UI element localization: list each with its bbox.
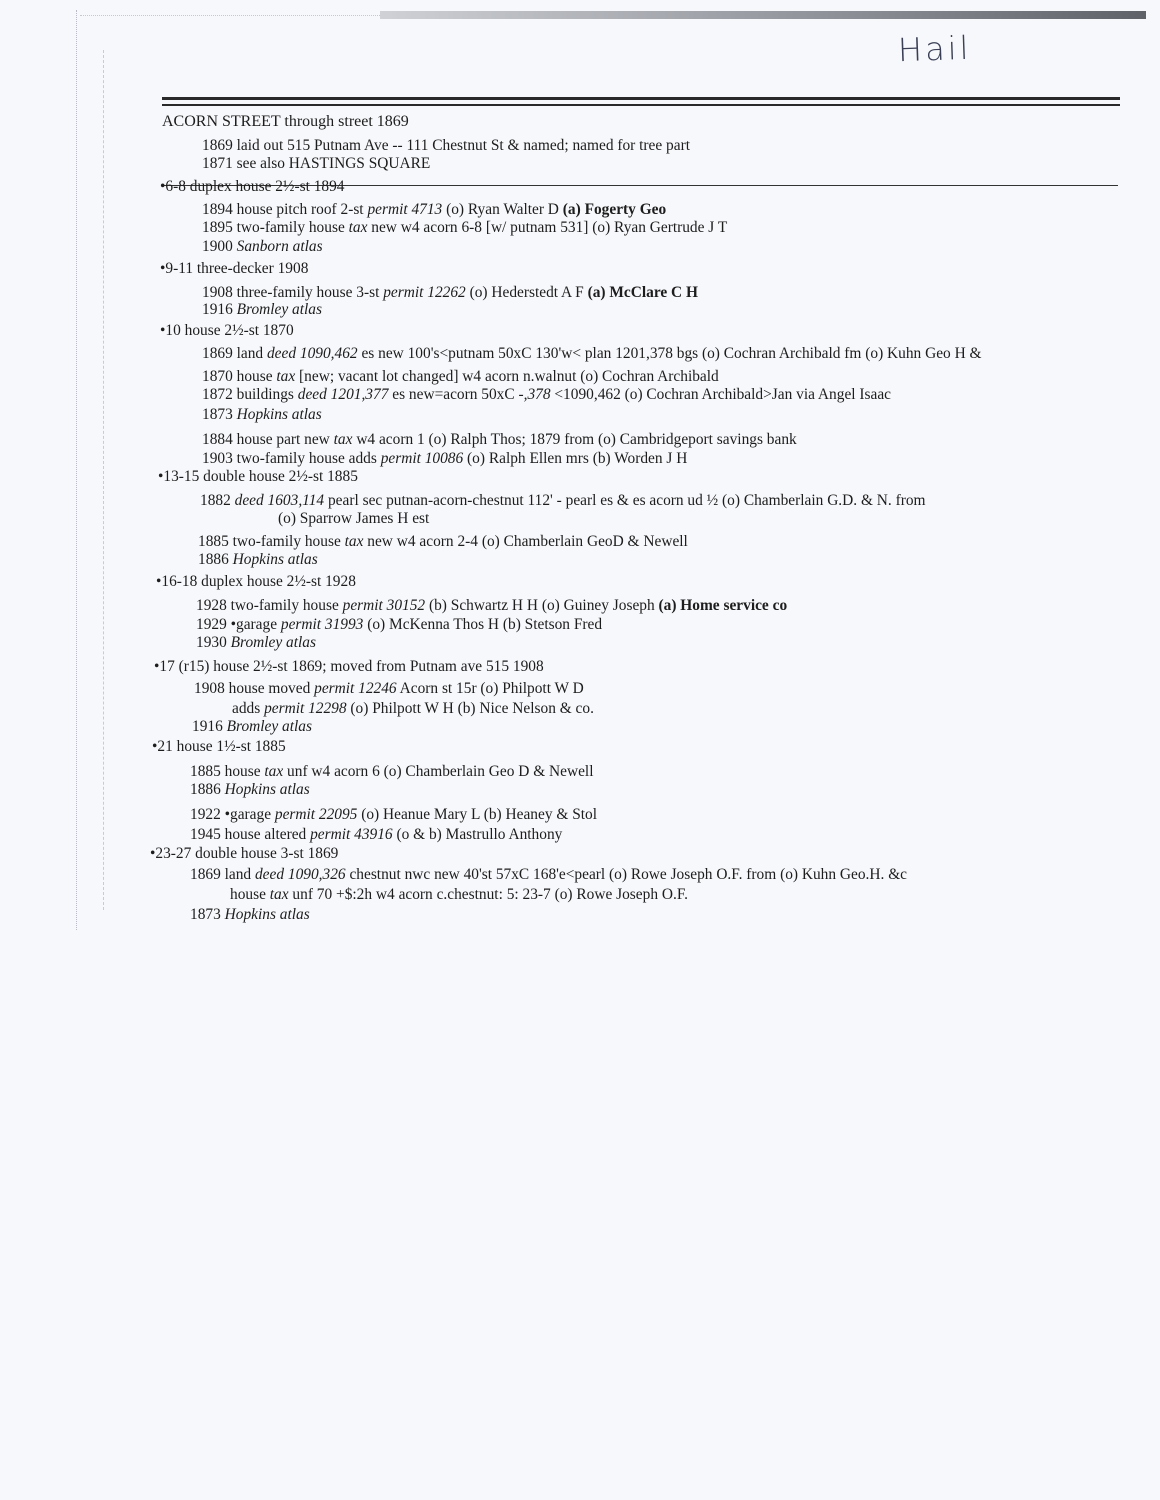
record-line: 1873 Hopkins atlas	[190, 906, 310, 923]
header-rule-top	[162, 97, 1120, 100]
record-line: 1929 •garage permit 31993 (o) McKenna Thos H (b) Stetson Fred	[196, 616, 603, 633]
record-line: 1869 land deed 1090,326 chestnut nwc new 40'st 57xC 168'e<pearl (o) Rowe Joseph O.F. from (o) Kuhn Geo.H. &c	[190, 866, 908, 883]
property-heading: •13-15 double house 2½-st 1885	[158, 468, 358, 485]
record-line: 1885 house tax unf w4 acorn 6 (o) Chamberlain Geo D & Newell	[190, 763, 594, 780]
street-subline: 1869 laid out 515 Putnam Ave -- 111 Chestnut St & named; named for tree part	[202, 137, 690, 154]
scan-edge-bar	[380, 11, 1146, 19]
record-line: 1884 house part new tax w4 acorn 1 (o) Ralph Thos; 1879 from (o) Cambridgeport savings bank	[202, 431, 797, 448]
record-line: 1872 buildings deed 1201,377 es new=acorn 50xC -,378 <1090,462 (o) Cochran Archibald>Jan via Angel Isaac	[202, 386, 892, 403]
property-heading: •6-8 duplex house 2½-st 1894	[160, 178, 345, 195]
record-line: 1903 two-family house adds permit 10086 (o) Ralph Ellen mrs (b) Worden J H	[202, 450, 688, 467]
record-line: 1928 two-family house permit 30152 (b) Schwartz H H (o) Guiney Joseph (a) Home service co	[196, 597, 788, 614]
record-line: house tax unf 70 +$:2h w4 acorn c.chestnut: 5: 23-7 (o) Rowe Joseph O.F.	[230, 886, 688, 903]
record-line: 1916 Bromley atlas	[192, 718, 312, 735]
handwritten-annotation: Hail	[897, 28, 973, 70]
record-line: (o) Sparrow James H est	[278, 510, 430, 527]
record-line: 1886 Hopkins atlas	[190, 781, 310, 798]
record-line: 1908 house moved permit 12246 Acorn st 15r (o) Philpott W D	[194, 680, 584, 697]
property-heading: •17 (r15) house 2½-st 1869; moved from Putnam ave 515 1908	[154, 658, 544, 675]
street-subline: 1871 see also HASTINGS SQUARE	[202, 155, 431, 172]
record-line: 1886 Hopkins atlas	[198, 551, 318, 568]
record-line: 1895 two-family house tax new w4 acorn 6-8 [w/ putnam 531] (o) Ryan Gertrude J T	[202, 219, 728, 236]
record-line: 1922 •garage permit 22095 (o) Heanue Mary L (b) Heaney & Stol	[190, 806, 598, 823]
record-line: 1945 house altered permit 43916 (o & b) Mastrullo Anthony	[190, 826, 563, 843]
record-line: 1930 Bromley atlas	[196, 634, 316, 651]
record-line: 1885 two-family house tax new w4 acorn 2-4 (o) Chamberlain GeoD & Newell	[198, 533, 688, 550]
record-line: adds permit 12298 (o) Philpott W H (b) Nice Nelson & co.	[232, 700, 594, 717]
property-heading: •21 house 1½-st 1885	[152, 738, 286, 755]
record-line: 1894 house pitch roof 2-st permit 4713 (o) Ryan Walter D (a) Fogerty Geo	[202, 201, 667, 218]
record-line: 1916 Bromley atlas	[202, 301, 322, 318]
record-line: 1870 house tax [new; vacant lot changed] w4 acorn n.walnut (o) Cochran Archibald	[202, 368, 719, 385]
record-line: 1873 Hopkins atlas	[202, 406, 322, 423]
property-heading: •16-18 duplex house 2½-st 1928	[156, 573, 356, 590]
record-line: 1908 three-family house 3-st permit 12262 (o) Hederstedt A F (a) McClare C H	[202, 284, 698, 301]
header-rule-second	[162, 104, 1120, 106]
record-line: 1900 Sanborn atlas	[202, 238, 323, 255]
property-heading: •9-11 three-decker 1908	[160, 260, 309, 277]
scan-edge-artifact	[76, 10, 137, 930]
street-heading: ACORN STREET through street 1869	[162, 113, 409, 130]
record-line: 1882 deed 1603,114 pearl sec putnan-acorn-chestnut 112' - pearl es & es acorn ud ½ (o) Chamberlain G.D. & N. from	[200, 492, 926, 509]
property-heading: •10 house 2½-st 1870	[160, 322, 294, 339]
record-line: 1869 land deed 1090,462 es new 100's<putnam 50xC 130'w< plan 1201,378 bgs (o) Cochran Archibald fm (o) Kuhn Geo H &	[202, 345, 982, 362]
property-heading: •23-27 double house 3-st 1869	[150, 845, 339, 862]
